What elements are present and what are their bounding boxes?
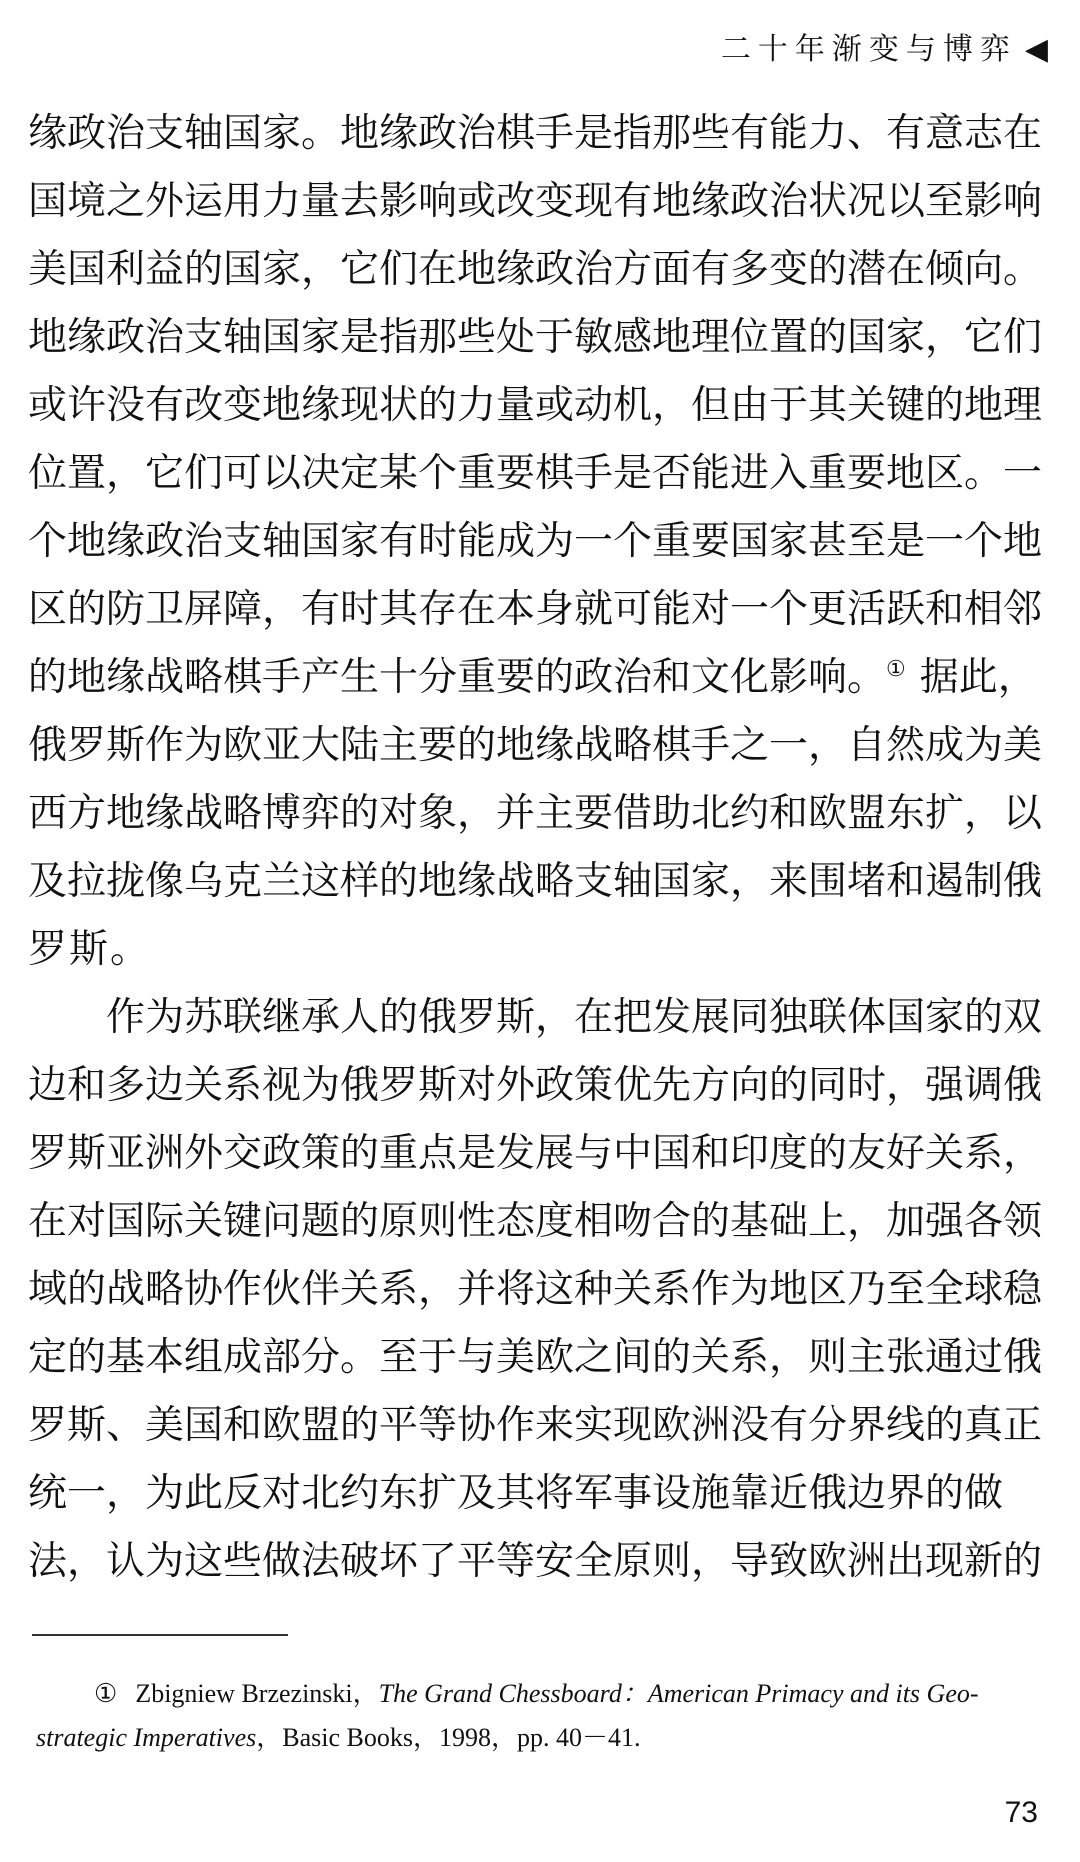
text-line: 美国利益的国家，它们在地缘政治方面有多变的潜在倾向。: [28, 247, 1043, 292]
footnote-title-continued: strategic Imperatives: [36, 1723, 257, 1752]
text-line: 罗斯亚洲外交政策的重点是发展与中国和印度的友好关系，: [28, 1131, 1043, 1176]
footnote: [36, 1672, 1046, 1760]
text-line: 地缘政治支轴国家是指那些处于敏感地理位置的国家，它们: [28, 315, 1043, 360]
text-segment: 据此，: [919, 655, 1037, 700]
text-segment: 的地缘战略棋手产生十分重要的政治和文化影响。: [28, 655, 887, 700]
text-line: 或许没有改变地缘现状的力量或动机，但由于其关键的地理: [28, 383, 1043, 428]
text-line: 个地缘政治支轴国家有时能成为一个重要国家甚至是一个地: [28, 519, 1043, 564]
running-header-title: 二十年渐变与博弈: [720, 32, 1017, 67]
text-line: 法，认为这些做法破坏了平等安全原则，导致欧洲出现新的: [28, 1539, 1043, 1584]
text-line: 在对国际关键问题的原则性态度相吻合的基础上，加强各领: [28, 1199, 1043, 1244]
text-line: 区的防卫屏障，有时其存在本身就可能对一个更活跃和相邻: [28, 587, 1043, 632]
text-line: 俄罗斯作为欧亚大陆主要的地缘战略棋手之一，自然成为美: [28, 723, 1043, 768]
footnote-reference[interactable]: ①: [886, 657, 906, 682]
page-number: 73: [1004, 1796, 1038, 1829]
footnote-line: [36, 1716, 1046, 1760]
text-line: 定的基本组成部分。至于与美欧之间的关系，则主张通过俄: [28, 1335, 1043, 1380]
text-line: 域的战略协作伙伴关系，并将这种关系作为地区乃至全球稳: [28, 1267, 1043, 1312]
text-line: 边和多边关系视为俄罗斯对外政策优先方向的同时，强调俄: [28, 1063, 1043, 1108]
footnote-line: [36, 1672, 1046, 1716]
text-line: 西方地缘战略博弈的对象，并主要借助北约和欧盟东扩，以: [28, 791, 1043, 836]
header-marker-icon: ◀: [1024, 32, 1048, 67]
text-line: 缘政治支轴国家。地缘政治棋手是指那些有能力、有意志在: [28, 111, 1043, 156]
running-header: [721, 24, 1048, 68]
text-line: [28, 644, 1058, 712]
footnote-author: Zbigniew Brzezinski，: [135, 1679, 379, 1708]
footnote-publisher: ，Basic Books，1998，pp. 40－41.: [256, 1723, 641, 1752]
footnote-divider: [32, 1634, 288, 1636]
text-line: 罗斯。: [28, 927, 152, 972]
footnote-number: ①: [94, 1679, 118, 1708]
body-text: [28, 100, 1058, 1596]
text-line: 统一，为此反对北约东扩及其将军事设施靠近俄边界的做: [28, 1471, 1004, 1516]
paragraph-first-line: 作为苏联继承人的俄罗斯，在把发展同独联体国家的双: [106, 995, 1043, 1040]
text-line: 位置，它们可以决定某个重要棋手是否能进入重要地区。一: [28, 451, 1043, 496]
text-line: 及拉拢像乌克兰这样的地缘战略支轴国家，来围堵和遏制俄: [28, 859, 1043, 904]
footnote-title: The Grand Chessboard：American Primacy and its Geo-: [378, 1679, 979, 1708]
text-line: 国境之外运用力量去影响或改变现有地缘政治状况以至影响: [28, 179, 1043, 224]
text-line: 罗斯、美国和欧盟的平等协作来实现欧洲没有分界线的真正: [28, 1403, 1043, 1448]
